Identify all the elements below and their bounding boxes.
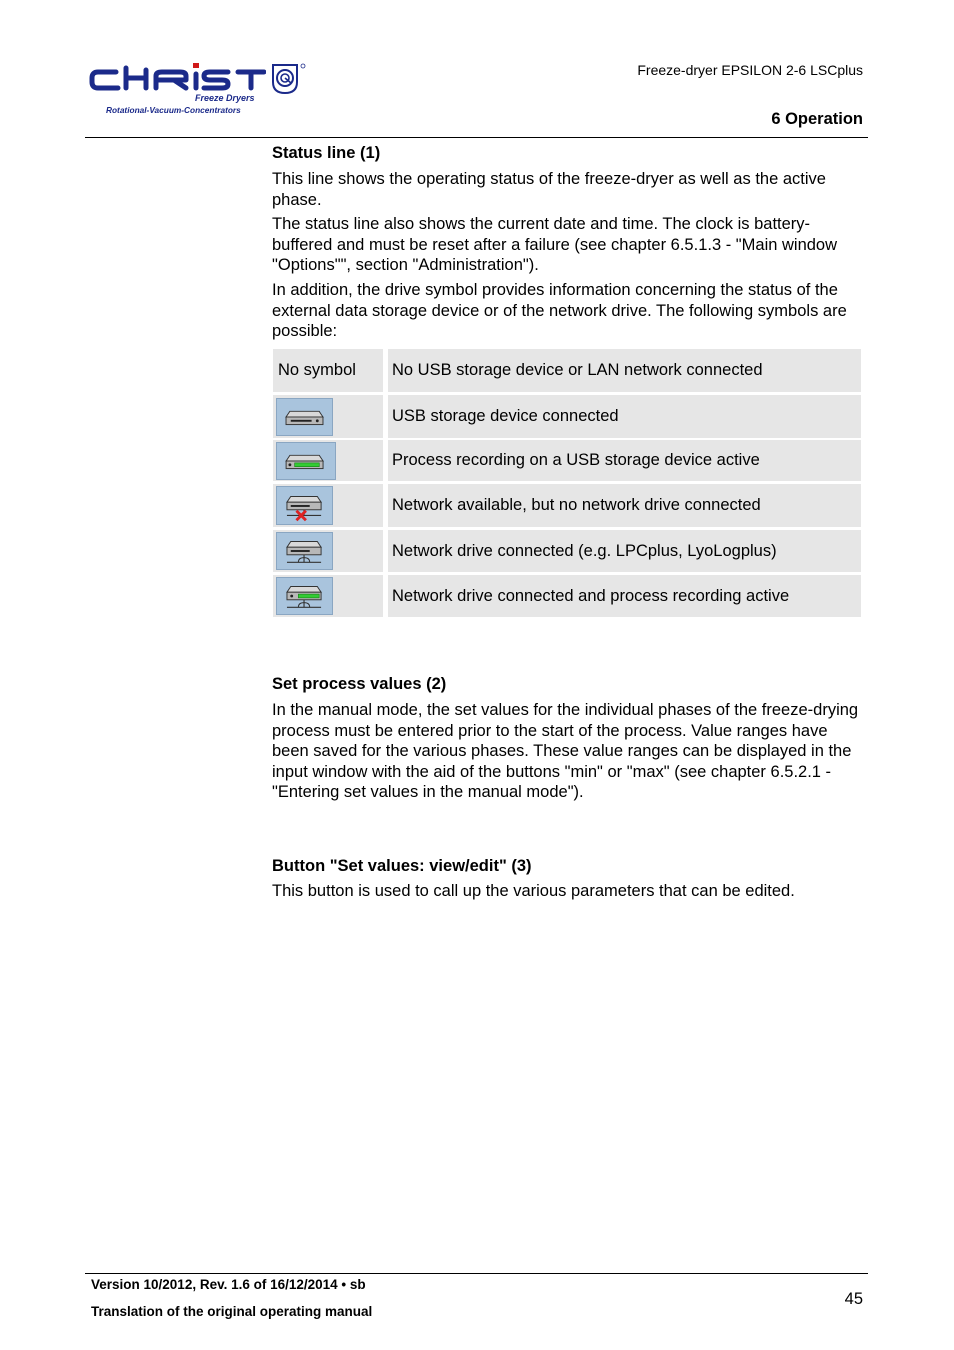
symbol-description: Process recording on a USB storage device active [388,440,861,481]
paragraph: In addition, the drive symbol provides information concerning the status of the external data storage device or of the network drive. The following symbols are possible: [272,281,847,340]
footer-note: Translation of the original operating manual [91,1304,373,1319]
paragraph: The status line also shows the current date and time. The clock is battery-buffered and must be reset after a failure (see chapter 6.5.1.3 - "Main window "Options"", section "Administration"). [272,215,838,274]
symbol-description: Network drive connected and process recording active [388,575,861,617]
paragraph: This button is used to call up the various parameters that can be edited. [272,882,795,900]
table-row [273,530,383,572]
paragraph: This line shows the operating status of the freeze-dryer as well as the active phase. [272,170,826,209]
section-heading-set-values-button: Button "Set values: view/edit" (3) [272,857,532,875]
usb-drive-icon [276,398,333,436]
page-number: 45 [844,1290,863,1308]
table-row [273,349,383,392]
footer-divider [85,1273,868,1274]
symbol-description: Network drive connected (e.g. LPCplus, LyoLogplus) [388,530,861,572]
symbol-description: Network available, but no network drive connected [388,484,861,527]
network-drive-recording-icon [276,577,333,615]
section-heading-status-line: Status line (1) [272,144,381,162]
network-drive-disconnected-icon [276,486,333,525]
header-divider [85,137,868,138]
network-drive-icon [276,532,333,570]
symbol-description: USB storage device connected [388,395,861,438]
footer-version: Version 10/2012, Rev. 1.6 of 16/12/2014 • sb [91,1277,366,1292]
symbol-label: No symbol [278,361,356,379]
chapter-title: 6 Operation [771,110,863,128]
christ-emblem-icon [270,62,306,96]
section-heading-set-process-values: Set process values (2) [272,675,447,693]
christ-wordmark [88,60,266,94]
christ-logo [88,60,310,120]
table-row [273,440,383,481]
usb-drive-recording-icon [276,442,336,480]
paragraph: In the manual mode, the set values for the individual phases of the freeze-drying process must be entered prior to the start of the process. Value ranges have been saved for the various phases. These value ranges can be displayed in the input window with the aid of the buttons "min" or "max" (see chapter 6.5.2.1 - "Entering set values in the manual mode"). [272,701,859,801]
document-title: Freeze-dryer EPSILON 2-6 LSCplus [637,62,863,78]
symbol-description: No USB storage device or LAN network connected [388,349,861,392]
logo-subline-2: Rotational-Vacuum-Concentrators [106,105,241,115]
table-row [273,395,383,438]
table-row [273,575,383,617]
logo-subline-1: Freeze Dryers [195,93,255,103]
table-row [273,484,383,527]
